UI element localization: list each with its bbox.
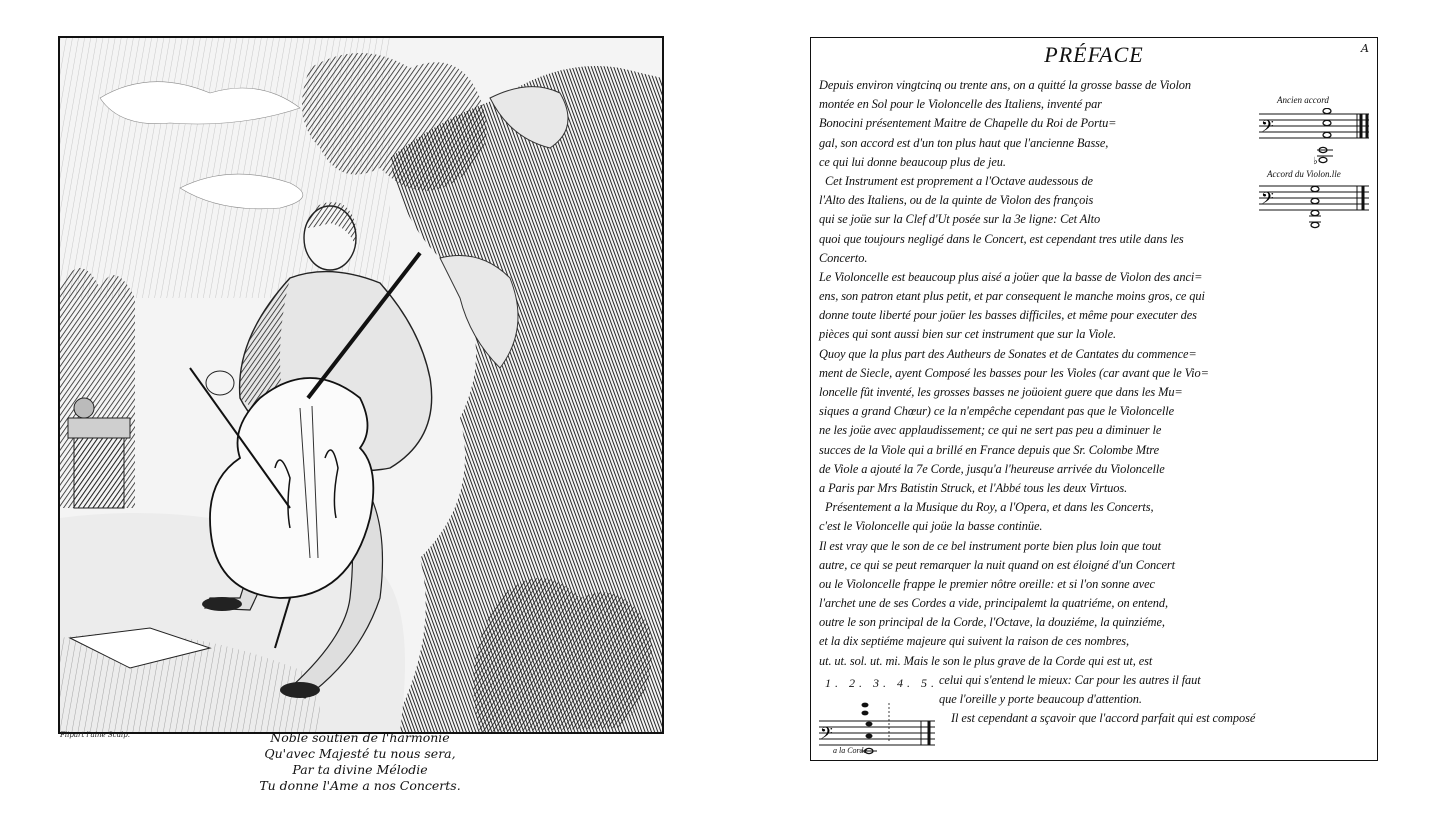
engraving-illustration — [60, 38, 662, 732]
cellist-engraving — [58, 36, 664, 734]
preface-line: qui se joüe sur la Clef d'Ut posée sur la 3e ligne: Cet Alto — [819, 212, 1101, 227]
preface-line: Il est cependant a sçavoir que l'accord parfait qui est composé — [951, 711, 1256, 726]
svg-text:𝄢: 𝄢 — [1261, 116, 1274, 140]
svg-text:𝄢: 𝄢 — [820, 723, 833, 747]
preface-line: outre le son principal de la Corde, l'Octave, la douziéme, la quinziéme, — [819, 615, 1165, 630]
preface-text — [819, 76, 1371, 728]
caption-line: Tu donne l'Ame a nos Concerts. — [259, 778, 461, 793]
preface-line: Cet Instrument est proprement a l'Octave audessous de — [825, 173, 1093, 188]
preface-page — [810, 37, 1378, 761]
preface-line: et la dix septiéme majeure qui suivent la raison de ces nombres, — [819, 634, 1129, 649]
svg-text:♭: ♭ — [1313, 156, 1318, 167]
preface-line: gal, son accord est d'un ton plus haut que l'ancienne Basse, — [819, 135, 1109, 150]
preface-line: Il est vray que le son de ce bel instrument porte bien plus loin que tout — [819, 538, 1161, 553]
staff-label-violoncelle: Accord du Violon.lle — [1267, 169, 1341, 179]
caption-line: Par ta divine Mélodie — [292, 762, 428, 777]
preface-line: l'archet une de ses Cordes a vide, principalemt la quatriéme, on entend, — [819, 596, 1168, 611]
preface-line: Bonocini présentement Maitre de Chapelle du Roi de Portu= — [819, 116, 1117, 131]
preface-line: autre, ce qui se peut remarquer la nuit quand on est éloigné d'un Concert — [819, 557, 1175, 572]
preface-line: succes de la Viole qui a brillé en France depuis que Sr. Colombe Mtre — [819, 442, 1159, 457]
page-mark: A — [1361, 42, 1369, 55]
preface-line: siques a grand Chœur) ce la n'empêche cependant pas que le Violoncelle — [819, 404, 1175, 419]
preface-line: l'Alto des Italiens, ou de la quinte de Violon des françois — [819, 193, 1094, 208]
preface-line: a Paris par Mrs Batistin Struck, et l'Abbé tous les deux Virtuos. — [819, 480, 1128, 495]
preface-line: de Viole a ajouté la 7e Corde, jusqu'a l'heureuse arrivée du Violoncelle — [819, 461, 1165, 476]
harmonics-staff-label: a la Corde — [833, 746, 867, 755]
ratio-numbers: 1. 2. 3. 4. 5. — [825, 676, 938, 690]
preface-line: ment de Siecle, ayent Composé les basses pour les Violes (car avant que le Vio= — [819, 365, 1209, 380]
preface-line: pièces qui sont aussi bien sur cet instrument que sur la Viole. — [819, 327, 1117, 342]
engraver-credit: Flipart l'aine Sculp. — [60, 731, 130, 739]
preface-line: Concerto. — [819, 250, 868, 265]
preface-line: ens, son patron etant plus petit, et par consequent le manche moins gros, ce qui — [819, 289, 1205, 304]
svg-text:𝄢: 𝄢 — [1261, 188, 1274, 212]
preface-line: loncelle fût inventé, les grosses basses ne joüoient guere que dans les Mu= — [819, 385, 1183, 399]
preface-line: montée en Sol pour le Violoncelle des Italiens, inventé par — [819, 97, 1102, 112]
preface-line: ut. ut. sol. ut. mi. Mais le son le plus grave de la Corde qui est ut, est — [819, 653, 1153, 668]
page-title: PRÉFACE — [1044, 42, 1144, 67]
preface-line: ce qui lui donne beaucoup plus de jeu. — [819, 154, 1006, 169]
staff-label-ancien: Ancien accord — [1277, 95, 1329, 105]
preface-line: ne les joüe avec applaudissement; ce qui ne sert pas peu a diminuer le — [819, 423, 1162, 438]
preface-line: donne toute liberté pour joüer les basses difficiles, et même pour executer des — [819, 308, 1197, 323]
preface-line: Le Violoncelle est beaucoup plus aisé a joüer que la basse de Violon des anci= — [819, 269, 1203, 284]
preface-line: quoi que toujours negligé dans le Concert, est cependant tres utile dans les — [819, 231, 1184, 246]
caption-line: Noble soutien de l'harmonie — [270, 730, 450, 745]
engraving-caption — [200, 730, 520, 794]
preface-line: c'est le Violoncelle qui joüe la basse continüe. — [819, 519, 1043, 534]
preface-line: que l'oreille y porte beaucoup d'attention. — [939, 692, 1142, 706]
preface-line: ou le Violoncelle frappe le premier nôtre oreille: et si l'on sonne avec — [819, 576, 1155, 591]
caption-line: Qu'avec Majesté tu nous sera, — [264, 746, 456, 761]
preface-line: Présentement a la Musique du Roy, a l'Opera, et dans les Concerts, — [825, 500, 1154, 515]
preface-line: Quoy que la plus part des Autheurs de Sonates et de Cantates du commence= — [819, 346, 1197, 361]
preface-line: celui qui s'entend le mieux: Car pour les autres il faut — [939, 672, 1201, 687]
preface-line: Depuis environ vingtcinq ou trente ans, on a quitté la grosse basse de Violon — [819, 78, 1191, 92]
